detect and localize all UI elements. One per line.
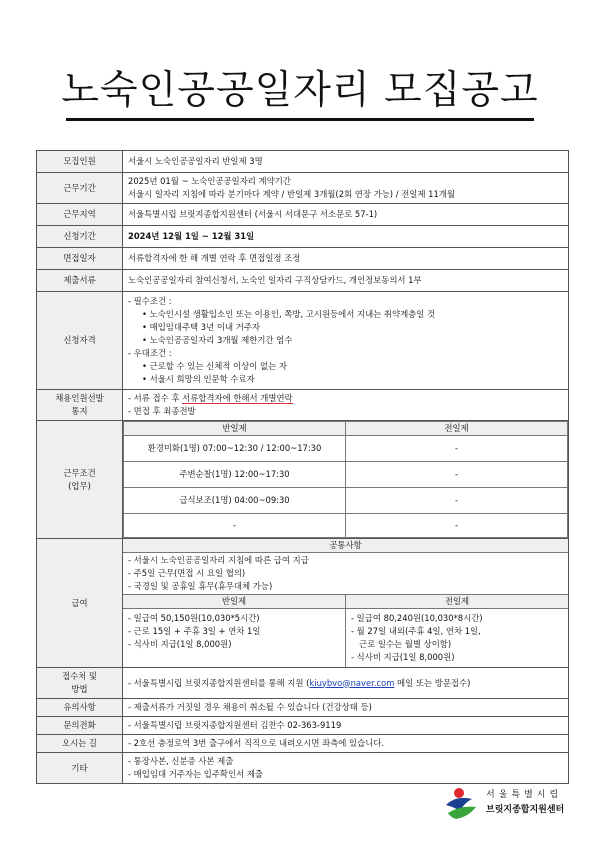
row-period bbox=[37, 173, 569, 204]
pay-full-body bbox=[346, 609, 568, 667]
selection-line bbox=[128, 392, 563, 405]
qualification-line: • 근로할 수 있는 신체적 이상이 없는 자 bbox=[142, 361, 287, 371]
value-qualification bbox=[123, 292, 569, 390]
qualification-line: - 우대조건 : bbox=[128, 348, 172, 358]
row-qualification bbox=[37, 292, 569, 390]
etc-line: - 통장사본, 신분증 사본 제출 bbox=[128, 756, 234, 766]
value-conditions bbox=[123, 421, 569, 539]
pay-full-header: 전일제 bbox=[346, 595, 568, 609]
value-interview: 서류합격자에 한 해 개별 연락 후 면접일정 조정 bbox=[123, 248, 569, 270]
row-pay bbox=[37, 539, 569, 668]
row-selection bbox=[37, 390, 569, 421]
submit-text: 메일 또는 방문접수) bbox=[394, 677, 471, 688]
recruitment-table bbox=[36, 150, 569, 784]
label-etc: 기타 bbox=[37, 753, 123, 784]
value-selection bbox=[123, 390, 569, 421]
conditions-cell: - bbox=[346, 514, 568, 538]
row-contact bbox=[37, 717, 569, 735]
pay-full-line: 근로 일수는 월별 상이함) bbox=[359, 639, 452, 649]
pay-half-line: - 식사비 지급(1일 8,000원) bbox=[128, 639, 232, 649]
row-apply-period bbox=[37, 226, 569, 248]
seoul-logo bbox=[442, 783, 572, 823]
qualification-line: • 노숙인시설 생활입소인 또는 이용인, 쪽방, 고시원등에서 지내는 취약계층일 것 bbox=[142, 309, 436, 319]
selection-highlight: 서류합격자에 한해서 개별연락 bbox=[182, 393, 293, 403]
qualification-line: • 매입임대주택 3년 이내 거주자 bbox=[142, 322, 260, 332]
row-directions bbox=[37, 735, 569, 753]
label-notes: 유의사항 bbox=[37, 699, 123, 717]
label-selection-line: 통지 bbox=[71, 406, 88, 416]
label-documents: 제출서류 bbox=[37, 270, 123, 292]
value-contact: - 서울특별시립 브릿지종합지원센터 김찬수 02-363-9119 bbox=[123, 717, 569, 735]
row-documents bbox=[37, 270, 569, 292]
row-recruit bbox=[37, 151, 569, 173]
label-conditions-line: 근무조건 bbox=[63, 467, 96, 478]
label-directions: 오시는 길 bbox=[37, 735, 123, 753]
conditions-header: 반일제 bbox=[124, 422, 346, 436]
pay-half-column bbox=[123, 595, 345, 667]
label-selection-line: 채용인원선발 bbox=[55, 393, 104, 403]
value-recruit: 서울시 노숙인공공일자리 반일제 3명 bbox=[123, 151, 569, 173]
pay-full-line: - 식사비 지급(1일 8,000원) bbox=[351, 652, 455, 662]
page-title: 노숙인공공일자리 모집공고 bbox=[61, 68, 539, 113]
conditions-cell: - bbox=[124, 514, 346, 538]
conditions-cell: 급식보조(1명) 04:00~09:30 bbox=[124, 488, 346, 514]
row-interview bbox=[37, 248, 569, 270]
label-interview: 면접일자 bbox=[37, 248, 123, 270]
pay-common-line: - 국경일 및 공휴일 휴무(휴무대체 가능) bbox=[128, 581, 273, 591]
conditions-cell: 환경미화(1명) 07:00~12:30 / 12:00~17:30 bbox=[124, 436, 346, 462]
pay-full-line: - 월 27일 내외(주휴 4일, 연차 1일, bbox=[351, 626, 481, 636]
pay-half-body bbox=[123, 609, 345, 654]
label-recruit: 모집인원 bbox=[37, 151, 123, 173]
value-apply-period: 2024년 12월 1일 ~ 12월 31일 bbox=[123, 226, 569, 248]
pay-full-column bbox=[345, 595, 568, 667]
conditions-row bbox=[124, 514, 568, 538]
label-qualification: 신청자격 bbox=[37, 292, 123, 390]
row-notes bbox=[37, 699, 569, 717]
seoul-emblem-icon bbox=[442, 783, 482, 823]
pay-half-line: - 근로 15일 + 주휴 3일 + 연차 1일 bbox=[128, 626, 261, 636]
conditions-cell: - bbox=[346, 436, 568, 462]
pay-half-line: - 일급여 50,150원(10,030*5시간) bbox=[128, 613, 260, 623]
pay-full-line: - 일급여 80,240원(10,030*8시간) bbox=[351, 613, 483, 623]
conditions-header: 전일제 bbox=[346, 422, 568, 436]
row-conditions bbox=[37, 421, 569, 539]
pay-common-header: 공통사항 bbox=[123, 539, 568, 553]
value-pay bbox=[123, 539, 569, 668]
label-conditions-line: (업무) bbox=[68, 480, 91, 491]
conditions-cell: - bbox=[346, 462, 568, 488]
conditions-cell: 주변순찰(1명) 12:00~17:30 bbox=[124, 462, 346, 488]
label-apply-period: 신청기간 bbox=[37, 226, 123, 248]
conditions-cell: - bbox=[346, 488, 568, 514]
value-documents: 노숙인공공일자리 참여신청서, 노숙인 일자리 구직상담카드, 개인정보동의서 1부 bbox=[123, 270, 569, 292]
selection-line: - 면접 후 최종전발 bbox=[128, 406, 196, 416]
pay-common-line: - 주5일 근무(면접 시 요일 협의) bbox=[128, 568, 246, 578]
logo-line2: 브릿지종합지원센터 bbox=[486, 805, 565, 815]
submit-text: - 서울특별시립 브릿지종합지원센터를 통해 지원 ( bbox=[128, 677, 310, 688]
value-submit bbox=[123, 668, 569, 699]
email-link[interactable]: kiuybvo@naver.com bbox=[309, 677, 395, 688]
conditions-row bbox=[124, 462, 568, 488]
title-underline bbox=[66, 118, 534, 121]
pay-half-header: 반일제 bbox=[123, 595, 345, 609]
value-notes: - 제출서류가 거짓일 경우 채용이 취소될 수 있습니다 (건강상태 등) bbox=[123, 699, 569, 717]
logo-line1: 서울특별시립 bbox=[486, 790, 563, 800]
row-etc bbox=[37, 753, 569, 784]
label-submit-line: 접수처 및 bbox=[61, 671, 98, 681]
label-submit bbox=[37, 668, 123, 699]
qualification-line: - 필수조건 : bbox=[128, 296, 172, 306]
conditions-header-row bbox=[124, 422, 568, 436]
value-directions: - 2호선 충정로역 3번 출구에서 직직으로 내려오시면 좌측에 있습니다. bbox=[123, 735, 569, 753]
label-selection bbox=[37, 390, 123, 421]
selection-text: - 서류 접수 후 bbox=[128, 393, 183, 403]
pay-common-line: - 서울시 노숙인공공일자리 지침에 따른 급여 지급 bbox=[128, 555, 309, 565]
pay-split bbox=[123, 594, 568, 667]
value-etc bbox=[123, 753, 569, 784]
conditions-table bbox=[123, 421, 568, 538]
label-location: 근무지역 bbox=[37, 204, 123, 226]
qualification-line: • 서울시 희망의 인문학 수료자 bbox=[142, 374, 255, 384]
label-pay: 급여 bbox=[37, 539, 123, 668]
value-location: 서울특별시립 브릿지종합지원센터 (서울시 서대문구 서소문로 57-1) bbox=[123, 204, 569, 226]
qualification-line: • 노숙인공공일자리 3개월 제한기간 엄수 bbox=[142, 335, 293, 345]
conditions-row bbox=[124, 436, 568, 462]
conditions-row bbox=[124, 488, 568, 514]
row-location bbox=[37, 204, 569, 226]
pay-common-list bbox=[123, 553, 568, 594]
label-contact: 문의전화 bbox=[37, 717, 123, 735]
period-line: 서울시 일자리 지침에 따라 분기마다 계약 / 반일제 3개월(2회 연장 가능) / 전일제 11개월 bbox=[128, 189, 455, 199]
label-conditions bbox=[37, 421, 123, 539]
value-period bbox=[123, 173, 569, 204]
period-line: 2025년 01월 ~ 노숙인공공일자리 계약기간 bbox=[128, 176, 291, 186]
etc-line: - 매입임대 거주자는 입주확인서 제출 bbox=[128, 769, 264, 779]
row-submit bbox=[37, 668, 569, 699]
label-period: 근무기간 bbox=[37, 173, 123, 204]
label-submit-line: 방법 bbox=[71, 684, 88, 694]
